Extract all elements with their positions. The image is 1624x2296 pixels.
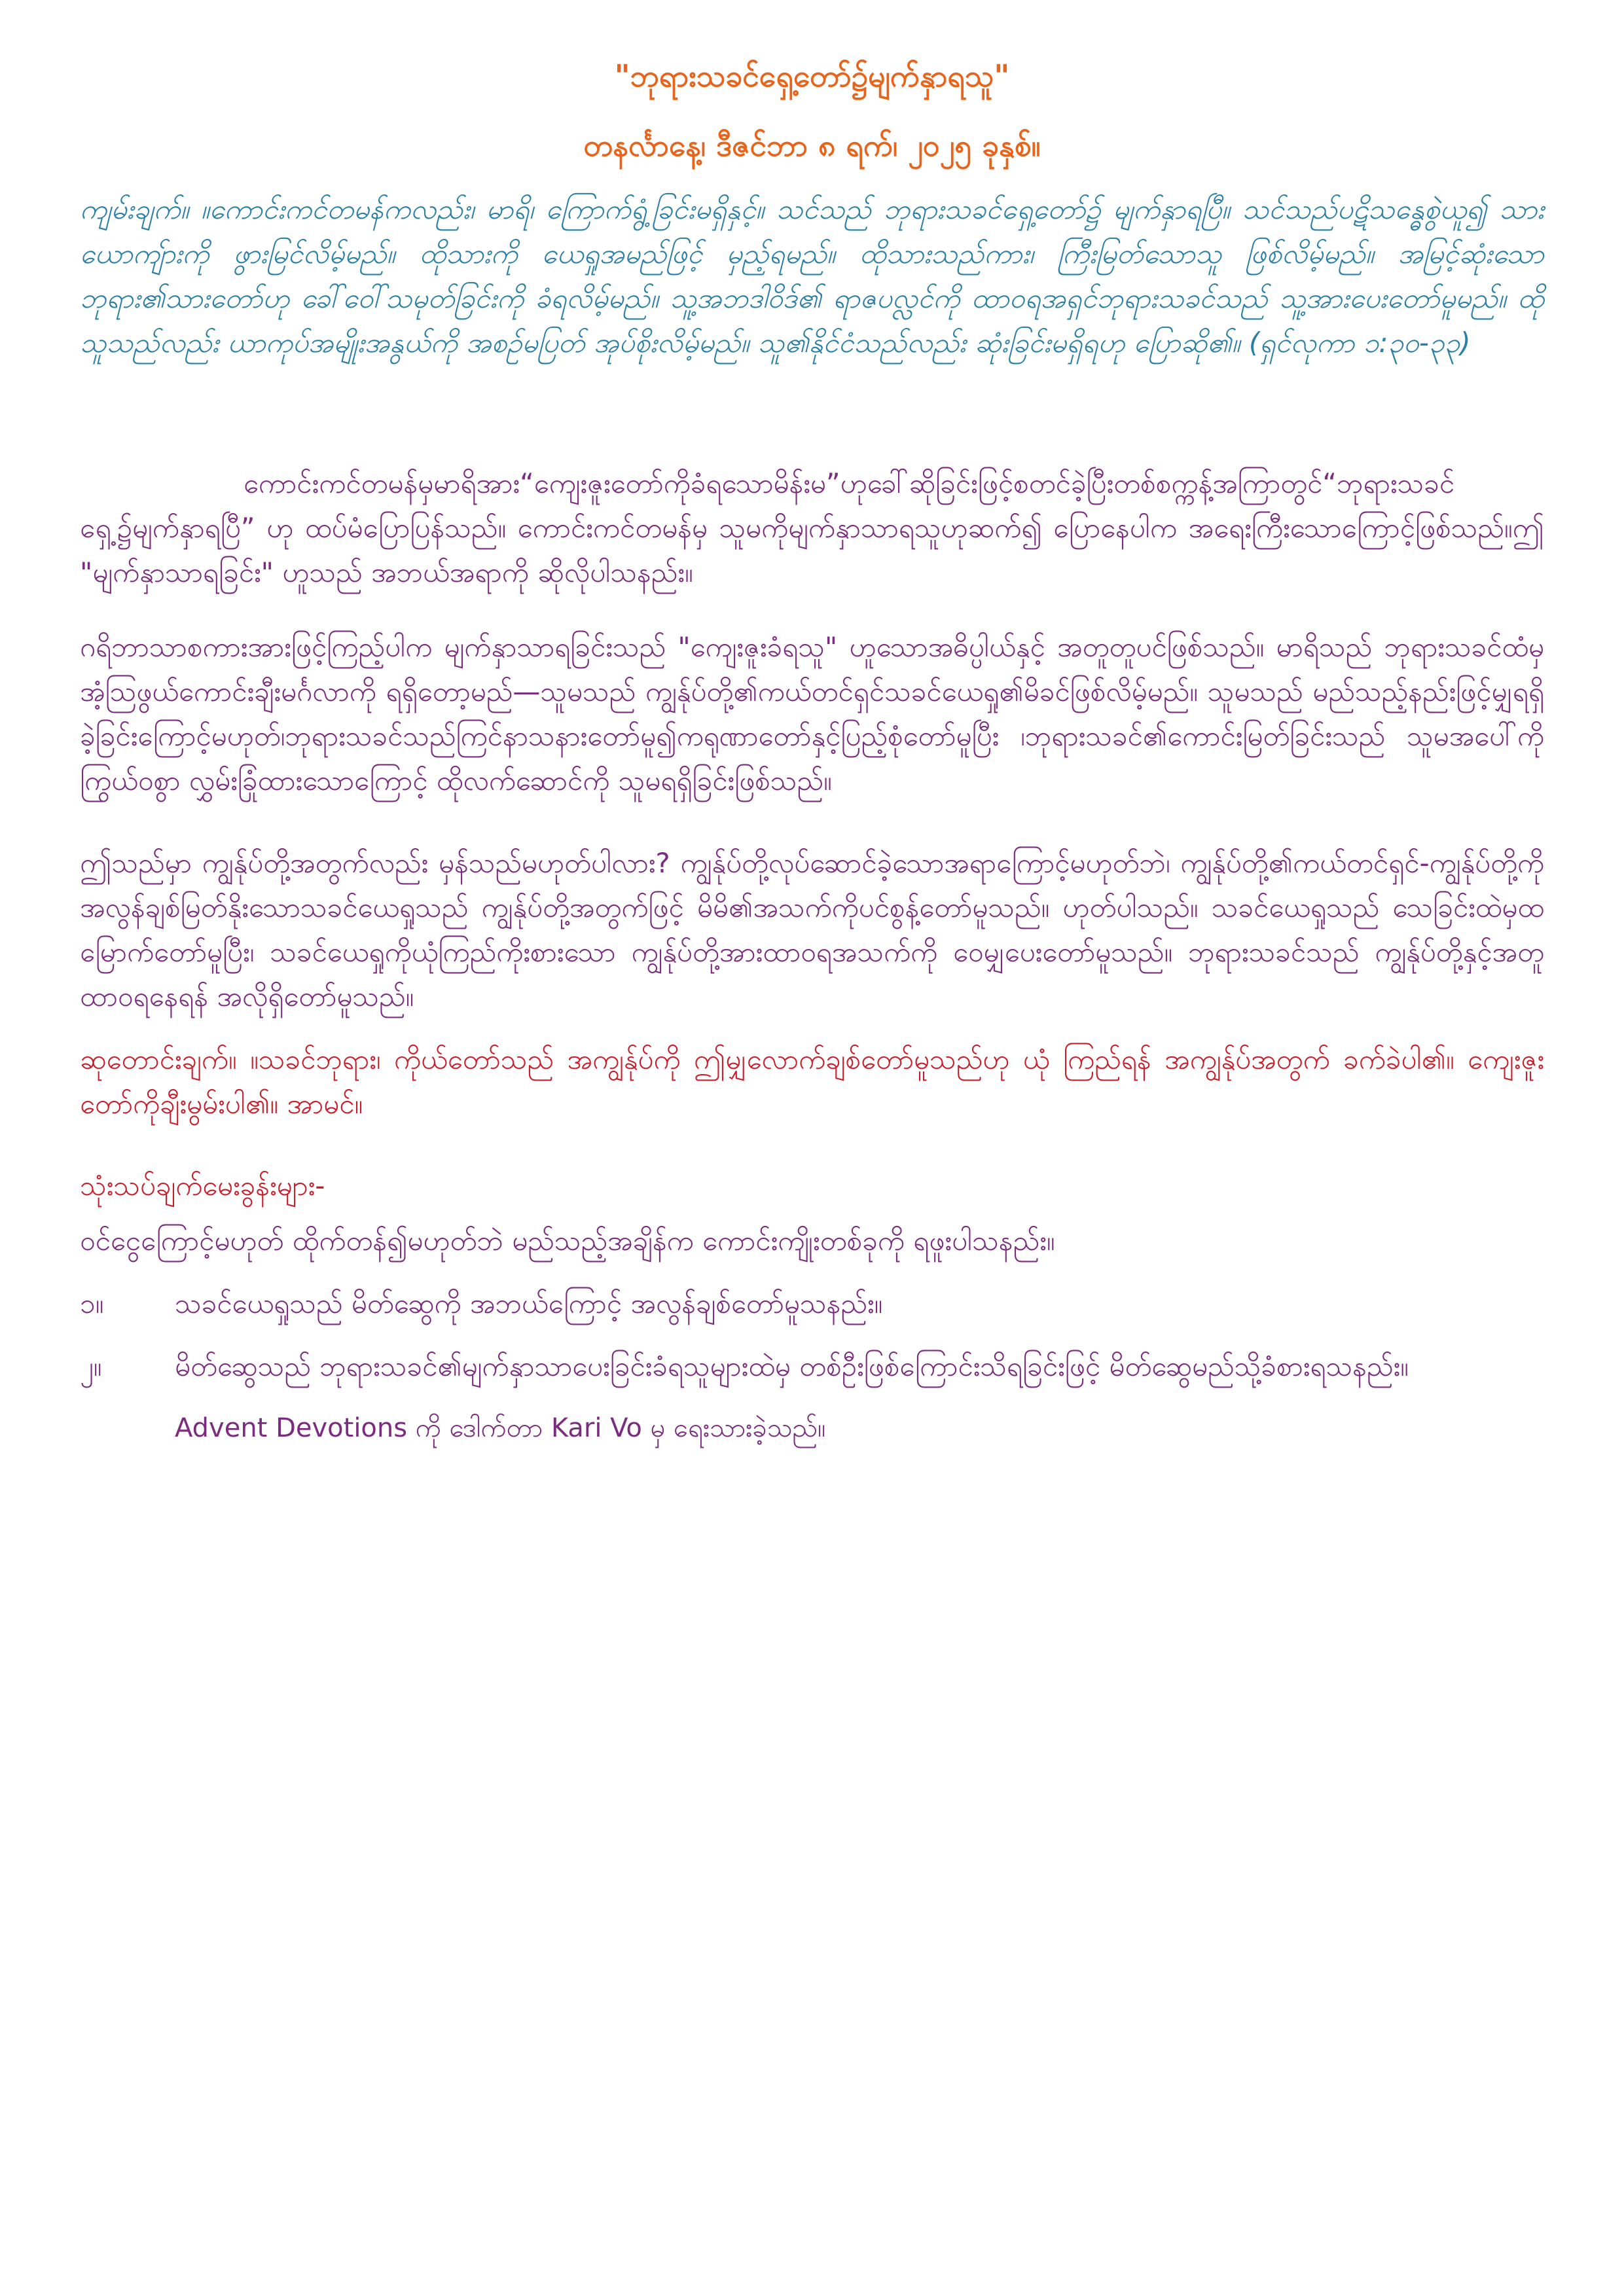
reflection-question-item bbox=[80, 1282, 1544, 1334]
reflection-question-item bbox=[80, 1344, 1544, 1397]
body-paragraph-1-text: ကောင်းကင်တမန်မှမာရိအား“ကျေးဇူးတော်ကိုခံရသောမိန်းမ”ဟုခေါ်ဆိုခြင်းဖြင့်စတင်ခဲ့ပြီးတစ်စက္ကန့်အကြာတွင်“ဘုရားသခင်ရှေ့၌မျက်နှာရပြီ” ဟု ထပ်မံပြောပြန်သည်။ ကောင်းကင်တမန်မှ သူမကိုမျက်နှာသာရသူဟုဆက်၍ ပြောနေပါက အရေးကြီးသောကြောင့်ဖြစ်သည်။ဤ "မျက်နှာသာရခြင်း" ဟူသည် အဘယ်အရာကို ဆိုလိုပါသနည်း။ bbox=[80, 467, 1544, 588]
scripture-passage: ကျမ်းချက်။ ။ကောင်းကင်တမန်ကလည်း၊ မာရိ၊ ကြောက်ရွံ့ခြင်းမရှိနှင့်။ သင်သည် ဘုရားသခင်ရှေ့တော်၌ မျက်နှာရပြီ။ သင်သည်ပဋိသန္ဓေစွဲယူ၍ သားယောကျ်ားကို ဖွားမြင်လိမ့်မည်။ ထိုသားကို ယေရှုအမည်ဖြင့် မှည့်ရမည်။ ထိုသားသည်ကား၊ ကြီးမြတ်သောသူ ဖြစ်လိမ့်မည်။ အမြင့်ဆုံးသော ဘုရား၏သားတော်ဟု ခေါ်ဝေါ်သမုတ်ခြင်းကို ခံရလိမ့်မည်။ သူ့အဘဒါဝိဒ်၏ ရာဇပလ္လင်ကို ထာဝရအရှင်ဘုရားသခင်သည် သူ့အားပေးတော်မူမည်။ ထိုသူသည်လည်း ယာကုပ်အမျိုးအနွယ်ကို အစဉ်မပြတ် အုပ်စိုးလိမ့်မည်။ သူ၏နိုင်ငံသည်လည်း ဆုံးခြင်းမရှိရဟု ပြောဆို၏။ (ရှင်လုကာ ၁:၃၀-၃၃) bbox=[80, 193, 1544, 359]
question-text: သခင်ယေရှုသည် မိတ်ဆွေကို အဘယ်ကြောင့် အလွန်ချစ်တော်မူသနည်း။ bbox=[175, 1287, 883, 1319]
body-paragraph-2: ဂရိဘာသာစကားအားဖြင့်ကြည့်ပါက မျက်နှာသာရခြင်းသည် "ကျေးဇူးခံရသူ" ဟူသောအဓိပ္ပါယ်နှင့် အတူတူပင်ဖြစ်သည်။ မာရိသည် ဘုရားသခင်ထံမှ အံ့သြဖွယ်ကောင်းချီးမင်္ဂလာကို ရရှိတော့မည်—သူမသည် ကျွန်ုပ်တို့၏ကယ်တင်ရှင်သခင်ယေရှု၏မိခင်ဖြစ်လိမ့်မည်။ သူမသည် မည်သည့်နည်းဖြင့်မျှရရှိခဲ့ခြင်းကြောင့်မဟုတ်၊ဘုရားသခင်သည်ကြင်နာသနားတော်မူ၍ကရုဏာတော်နှင့်ပြည့်စုံတော်မူပြီး ၊ဘုရားသခင်၏ကောင်းမြတ်ခြင်းသည် သူမအပေါ်ကို ကြွယ်ဝစွာ လွှမ်းခြုံထားသောကြောင့် ထိုလက်ဆောင်ကို သူမရရှိခြင်းဖြစ်သည်။ bbox=[80, 631, 1544, 797]
body-paragraph-3: ဤသည်မှာ ကျွန်ုပ်တို့အတွက်လည်း မှန်သည်မဟုတ်ပါလား? ကျွန်ုပ်တို့လုပ်ဆောင်ခဲ့သောအရာကြောင့်မဟုတ်ဘဲ၊ ကျွန်ုပ်တို့၏ကယ်တင်ရှင်-ကျွန်ုပ်တို့ကို အလွန်ချစ်မြတ်နိုးသောသခင်ယေရှုသည် ကျွန်ုပ်တို့အတွက်ဖြင့် မိမိ၏အသက်ကိုပင်စွန့်တော်မူသည်။ ဟုတ်ပါသည်။ သခင်ယေရှုသည် သေခြင်းထဲမှထ မြောက်တော်မူပြီး၊ သခင်ယေရှုကိုယုံကြည်ကိုးစားသော ကျွန်ုပ်တို့အားထာဝရအသက်ကို ဝေမျှပေးတော်မူသည်။ ဘုရားသခင်သည် ကျွန်ုပ်တို့နှင့်အတူ ထာဝရနေရန် အလိုရှိတော်မူသည်။ bbox=[80, 847, 1544, 1013]
devotion-title: "ဘုရားသခင်ရှေ့တော်၌မျက်နှာရသူ" bbox=[614, 58, 1010, 94]
body-paragraph-1 bbox=[80, 461, 1544, 605]
question-number: ၁။ bbox=[80, 1287, 104, 1319]
prayer-text: ဆုတောင်းချက်။ ။သခင်ဘုရား၊ ကိုယ်တော်သည် အကျွန်ုပ်ကို ဤမျှလောက်ချစ်တော်မူသည်ဟု ယုံ ကြည်ရန် အကျွန်ုပ်အတွက် ခက်ခဲပါ၏။ ကျေးဇူး တော်ကိုချီးမွမ်းပါ၏။ အာမင်။ bbox=[80, 1043, 1544, 1120]
reflection-question-intro: ဝင်ငွေကြောင့်မဟုတ် ထိုက်တန်၍မဟုတ်ဘဲ မည်သည့်အချိန်က ကောင်းကျိုးတစ်ခုကို ရဖူးပါသနည်း။ bbox=[80, 1225, 1055, 1257]
author-credit: Advent Devotions ကို ဒေါက်တာ Kari Vo မှ ရေးသားခဲ့သည်။ bbox=[175, 1413, 826, 1443]
reflection-questions-heading: သုံးသပ်ချက်မေးခွန်းများ- bbox=[80, 1170, 325, 1202]
question-number: ၂။ bbox=[80, 1350, 102, 1382]
question-text: မိတ်ဆွေသည် ဘုရားသခင်၏မျက်နှာသာပေးခြင်းခံရသူများထဲမှ တစ်ဦးဖြစ်ကြောင်းသိရခြင်းဖြင့် မိတ်ဆွေမည်သို့ခံစားရသနည်း။ bbox=[175, 1350, 1409, 1382]
devotion-date: တနင်္လာနေ့၊ ဒီဇင်ဘာ ၈ ရက်၊ ၂၀၂၅ ခုနှစ်။ bbox=[583, 128, 1041, 163]
